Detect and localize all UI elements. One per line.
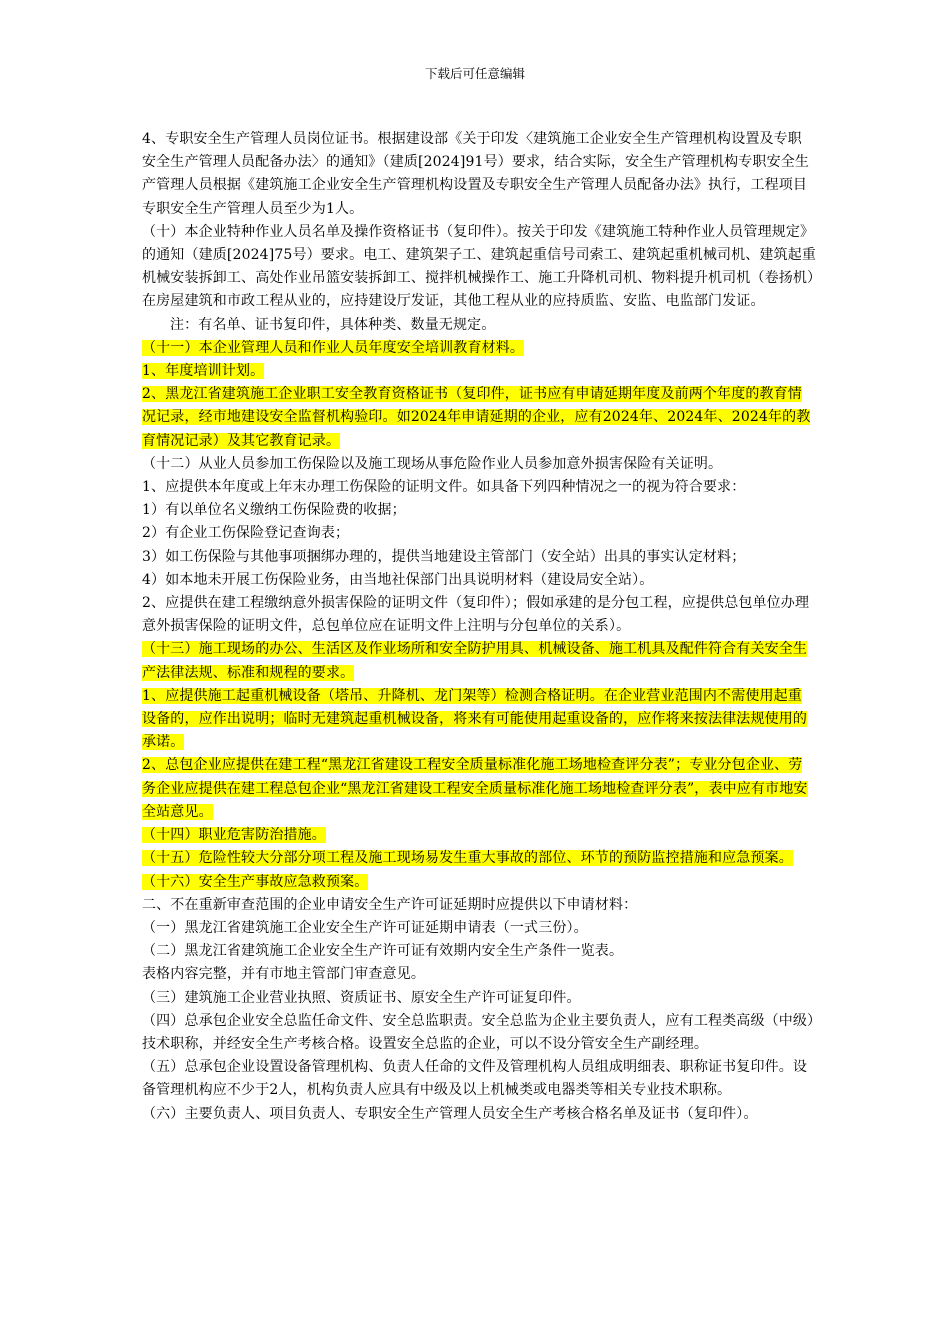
paragraph-text: （四）总承包企业安全总监任命文件、安全总监职责。安全总监为企业主要负责人，应有工程类高级（中级）技术职称，并经安全生产考核合格。设置安全总监的企业，可以不设分管安全生产副经理。 [142, 1012, 815, 1052]
paragraph-text: 2）有企业工伤保险登记查询表； [142, 525, 350, 542]
paragraph-text: （十二）从业人员参加工伤保险以及施工现场从事危险作业人员参加意外损害保险有关证明。 [142, 455, 723, 472]
highlighted-text: 1、年度培训计划。 [142, 363, 265, 380]
paragraph [142, 754, 816, 824]
paragraph [142, 1056, 816, 1102]
paragraph [142, 337, 816, 360]
paragraph [142, 592, 816, 638]
paragraph [142, 569, 816, 592]
paragraph-text: 3）如工伤保险与其他事项捆绑办理的，提供当地建设主管部门（安全站）出具的事实认定材料； [142, 548, 746, 565]
highlighted-text: 2、总包企业应提供在建工程“黑龙江省建设工程安全质量标准化施工场地检查评分表”；专业分包企业、劳务企业应提供在建工程总包企业“黑龙江省建设工程安全质量标准化施工场地检查评分表”，表中应有市地安全站意见。 [142, 757, 808, 820]
paragraph [142, 453, 816, 476]
paragraph-text: 注：有名单、证书复印件，具体种类、数量无规定。 [170, 316, 496, 333]
paragraph [142, 894, 816, 917]
paragraph [142, 221, 816, 314]
paragraph-text: 4、专职安全生产管理人员岗位证书。根据建设部《关于印发〈建筑施工企业安全生产管理机构设置及专职安全生产管理人员配备办法〉的通知》（建质[2024]91号）要求，结合实际，安全生产管理机构专职安全生产管理人员根据《建筑施工企业安全生产管理机构设置及专职安全生产管理人员配备办法》执行，工程项目专职安全生产管理人员至少为1人。 [142, 131, 810, 217]
paragraph [142, 963, 816, 986]
paragraph-text: 2、应提供在建工程缴纳意外损害保险的证明文件（复印件）；假如承建的是分包工程，应提供总包单位办理意外损害保险的证明文件，总包单位应在证明文件上注明与分包单位的关系）。 [142, 595, 810, 635]
paragraph [142, 987, 816, 1010]
paragraph-text: 表格内容完整，并有市地主管部门审查意见。 [142, 966, 425, 983]
paragraph [142, 1103, 816, 1126]
paragraph-text: （六）主要负责人、项目负责人、专职安全生产管理人员安全生产考核合格名单及证书（复印件）。 [142, 1105, 758, 1122]
highlighted-text: （十五）危险性较大分部分项工程及施工现场易发生重大事故的部位、环节的预防监控措施和应急预案。 [142, 850, 793, 867]
highlighted-text: （十三）施工现场的办公、生活区及作业场所和安全防护用具、机械设备、施工机具及配件符合有关安全生产法律法规、标准和规程的要求。 [142, 641, 808, 681]
document-body [142, 128, 816, 1126]
paragraph [142, 917, 816, 940]
paragraph [142, 128, 816, 221]
paragraph-text: 4）如本地未开展工伤保险业务，由当地社保部门出具说明材料（建设局安全站）。 [142, 571, 654, 588]
paragraph [142, 383, 816, 453]
paragraph [142, 824, 816, 847]
paragraph [142, 847, 816, 870]
highlighted-text: （十六）安全生产事故应急救预案。 [142, 873, 369, 890]
page-header: 下载后可任意编辑 [424, 66, 525, 81]
paragraph-text: （三）建筑施工企业营业执照、资质证书、原安全生产许可证复印件。 [142, 989, 581, 1006]
paragraph [142, 499, 816, 522]
highlighted-text: 1、应提供施工起重机械设备（塔吊、升降机、龙门架等）检测合格证明。在企业营业范围内不需使用起重设备的，应作出说明；临时无建筑起重机械设备，将来有可能使用起重设备的，应作将来按法律法规使用的承诺。 [142, 687, 808, 751]
paragraph [142, 360, 816, 383]
paragraph [142, 1010, 816, 1056]
paragraph [142, 314, 816, 337]
paragraph [142, 685, 816, 755]
paragraph-text: （一）黑龙江省建筑施工企业安全生产许可证延期申请表（一式三份）。 [142, 919, 588, 936]
highlighted-text: （十一）本企业管理人员和作业人员年度安全培训教育材料。 [142, 339, 525, 356]
paragraph [142, 522, 816, 545]
paragraph [142, 940, 816, 963]
paragraph-text: （十）本企业特种作业人员名单及操作资格证书（复印件）。按关于印发《建筑施工特种作业人员管理规定》的通知（建质[2024]75号）要求。电工、建筑架子工、建筑起重信号司索工、建筑起重机械司机、建筑起重机械安装拆卸工、高处作业吊篮安装拆卸工、搅拌机械操作工、施工升降机司机、物料提升机司机（卷扬机）在房屋建筑和市政工程从业的，应持建设厅发证，其他工程从业的应持质监、安监、电监部门发证。 [142, 223, 817, 310]
paragraph-text: 1）有以单位名义缴纳工伤保险费的收据； [142, 502, 406, 519]
paragraph [142, 638, 816, 684]
highlighted-text: （十四）职业危害防治措施。 [142, 827, 326, 844]
paragraph-text: 二、不在重新审查范围的企业申请安全生产许可证延期时应提供以下申请材料： [142, 896, 638, 913]
paragraph-text: （二）黑龙江省建筑施工企业安全生产许可证有效期内安全生产条件一览表。 [142, 943, 624, 960]
paragraph [142, 546, 816, 569]
paragraph [142, 871, 816, 894]
paragraph-text: 1、应提供本年度或上年末办理工伤保险的证明文件。如具备下列四种情况之一的视为符合要求： [142, 479, 746, 496]
highlighted-text: 2、黑龙江省建筑施工企业职工安全教育资格证书（复印件，证书应有申请延期年度及前两个年度的教育情况记录，经市地建设安全监督机构验印。如2024年申请延期的企业，应有2024年、2024年、2024年的教育情况记录）及其它教育记录。 [142, 386, 811, 449]
paragraph-text: （五）总承包企业设置设备管理机构、负责人任命的文件及管理机构人员组成明细表、职称证书复印件。设备管理机构应不少于2人，机构负责人应具有中级及以上机械类或电器类等相关专业技术职称。 [142, 1059, 808, 1099]
paragraph [142, 476, 816, 499]
